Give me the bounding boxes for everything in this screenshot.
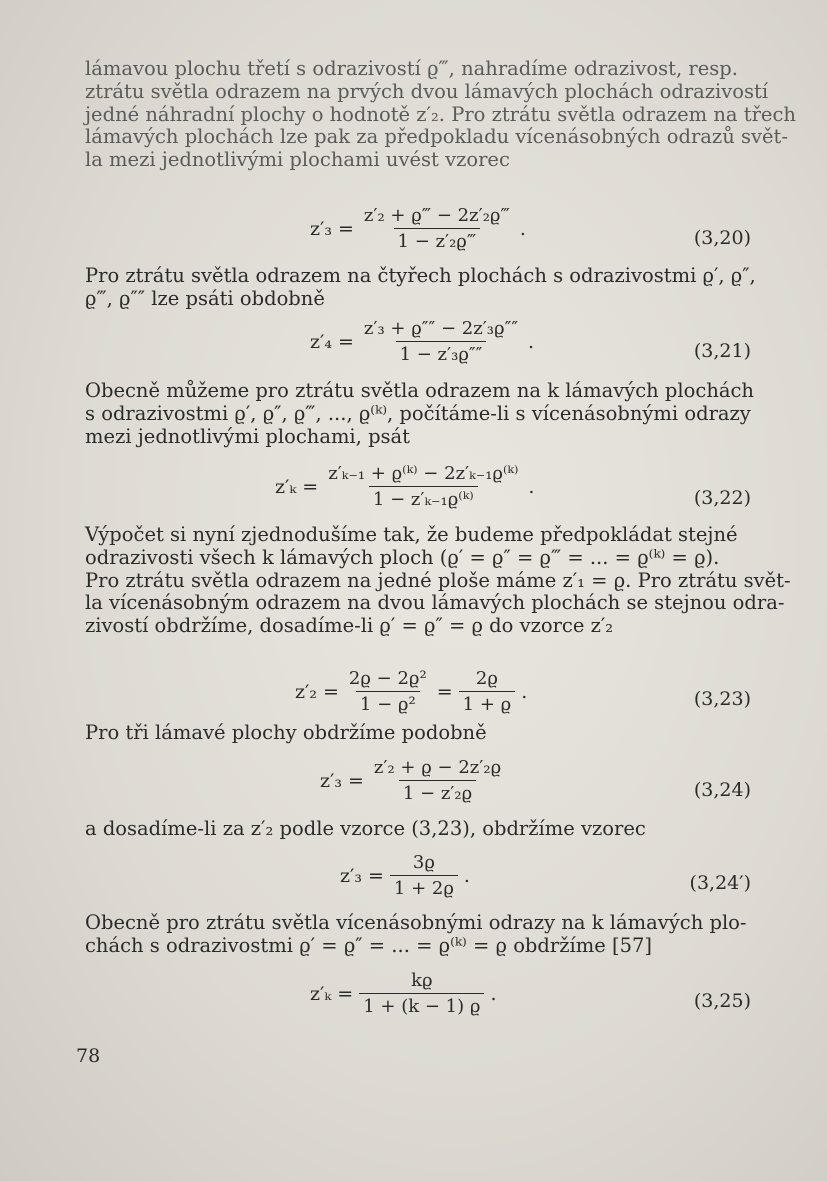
equation-number: (3,24′) <box>689 872 751 894</box>
fraction <box>324 463 522 510</box>
fraction <box>360 318 522 365</box>
text-line: Obecně můžeme pro ztrátu světla odrazem na k lámavých plochách <box>85 379 754 402</box>
numerator: kϱ <box>411 970 433 991</box>
equation-tail: . <box>528 475 535 498</box>
text-line: zivostí obdržíme, dosadíme-li ϱ′ = ϱ″ = ϱ do vzorce z′₂ <box>85 614 614 638</box>
text-line: Pro tři lámavé plochy obdržíme podobně <box>85 721 487 744</box>
equation-3-23 <box>0 668 827 728</box>
text-line: Pro ztrátu světla odrazem na čtyřech plochách s odrazivostmi ϱ′, ϱ″, <box>85 264 756 287</box>
equation-number: (3,24) <box>693 779 751 801</box>
text-line: lámavých plochách lze pak za předpokladu vícenásobných odrazů svět- <box>85 125 788 149</box>
denominator: 1 − z′₂ϱ <box>399 780 476 804</box>
fraction <box>359 970 484 1017</box>
equation-tail: . <box>521 680 528 703</box>
text-line: la mezi jednotlivými plochami uvést vzorec <box>85 148 510 172</box>
text-line: a dosadíme-li za z′₂ podle vzorce (3,23), obdržíme vzorec <box>85 817 646 840</box>
text-line: ϱ‴, ϱ″″ lze psáti obdobně <box>85 286 325 310</box>
text-line: ztrátu světla odrazem na prvých dvou lámavých plochách odrazivostí <box>85 79 769 103</box>
paragraph-6 <box>85 818 765 841</box>
equation-lhs: z′₃ = <box>340 864 384 887</box>
equation-3-25 <box>0 970 827 1030</box>
equation-number: (3,22) <box>693 487 751 509</box>
text-line: jedné náhradní plochy o hodnotě z′₂. Pro ztrátu světla odrazem na třech <box>85 102 796 126</box>
equation-lhs: z′₂ = <box>295 680 339 703</box>
equation-number: (3,25) <box>693 990 751 1012</box>
denominator: 1 − z′ₖ₋₁ϱ⁽ᵏ⁾ <box>369 486 478 510</box>
paragraph-2 <box>85 265 765 311</box>
text-line: odrazivosti všech k lámavých ploch (ϱ′ = ϱ″ = ϱ‴ = ... = ϱ⁽ᵏ⁾ = ϱ). <box>85 545 720 569</box>
equation-tail: . <box>519 217 526 240</box>
denominator: 1 + (k − 1) ϱ <box>359 993 484 1017</box>
denominator: 1 + 2ϱ <box>390 875 458 899</box>
fraction <box>459 668 516 715</box>
numerator: z′₂ + ϱ‴ − 2z′₂ϱ‴ <box>363 205 510 226</box>
fraction <box>360 205 514 252</box>
text-line: lámavou plochu třetí s odrazivostí ϱ‴, nahradíme odrazivost, resp. <box>85 57 738 80</box>
equals-sign: = <box>436 680 453 703</box>
equation-3-24-prime <box>0 852 827 912</box>
equation-tail: . <box>490 982 497 1005</box>
numerator: z′₃ + ϱ″″ − 2z′₃ϱ″″ <box>363 318 519 339</box>
equation-tail: . <box>463 864 470 887</box>
denominator: 1 + ϱ <box>459 691 516 715</box>
equation-lhs: z′ₖ = <box>310 982 354 1005</box>
fraction <box>390 852 458 899</box>
numerator: 2ϱ − 2ϱ² <box>348 668 427 689</box>
equation-tail: . <box>528 330 535 353</box>
paragraph-7 <box>85 912 765 958</box>
paragraph-3 <box>85 380 765 448</box>
numerator: 3ϱ <box>412 852 435 873</box>
numerator: z′ₖ₋₁ + ϱ⁽ᵏ⁾ − 2z′ₖ₋₁ϱ⁽ᵏ⁾ <box>328 463 519 484</box>
equation-number: (3,20) <box>693 227 751 249</box>
equation-3-21 <box>0 318 827 378</box>
fraction <box>345 668 431 715</box>
equation-3-24 <box>0 757 827 817</box>
equation-lhs: z′₃ = <box>310 217 354 240</box>
equation-number: (3,23) <box>693 688 751 710</box>
paragraph-1 <box>85 57 796 172</box>
text-line: chách s odrazivostmi ϱ′ = ϱ″ = ... = ϱ⁽ᵏ⁾ = ϱ obdržíme [57] <box>85 933 652 957</box>
equation-3-22 <box>0 463 827 523</box>
numerator: z′₂ + ϱ − 2z′₂ϱ <box>373 757 502 778</box>
text-line: s odrazivostmi ϱ′, ϱ″, ϱ‴, ..., ϱ⁽ᵏ⁾, počítáme-li s vícenásobnými odrazy <box>85 401 751 425</box>
denominator: 1 − z′₂ϱ‴ <box>394 228 481 252</box>
equation-lhs: z′₄ = <box>310 330 354 353</box>
text-line: Výpočet si nyní zjednodušíme tak, že budeme předpokládat stejné <box>85 523 738 546</box>
denominator: 1 − ϱ² <box>356 691 420 715</box>
equation-lhs: z′₃ = <box>320 769 364 792</box>
text-line: Obecně pro ztrátu světla vícenásobnými odrazy na k lámavých plo- <box>85 911 747 934</box>
equation-3-20 <box>0 205 827 265</box>
text-line: Pro ztrátu světla odrazem na jedné ploše máme z′₁ = ϱ. Pro ztrátu svět- <box>85 568 791 592</box>
equation-lhs: z′ₖ = <box>275 475 319 498</box>
text-line: la vícenásobným odrazem na dvou lámavých plochách se stejnou odra- <box>85 591 785 615</box>
fraction <box>370 757 505 804</box>
equation-number: (3,21) <box>693 340 751 362</box>
numerator: 2ϱ <box>475 668 498 689</box>
paragraph-4 <box>85 523 791 638</box>
paragraph-5 <box>85 722 765 745</box>
denominator: 1 − z′₃ϱ″″ <box>396 341 487 365</box>
page-number: 78 <box>76 1045 101 1067</box>
text-line: mezi jednotlivými plochami, psát <box>85 424 411 448</box>
